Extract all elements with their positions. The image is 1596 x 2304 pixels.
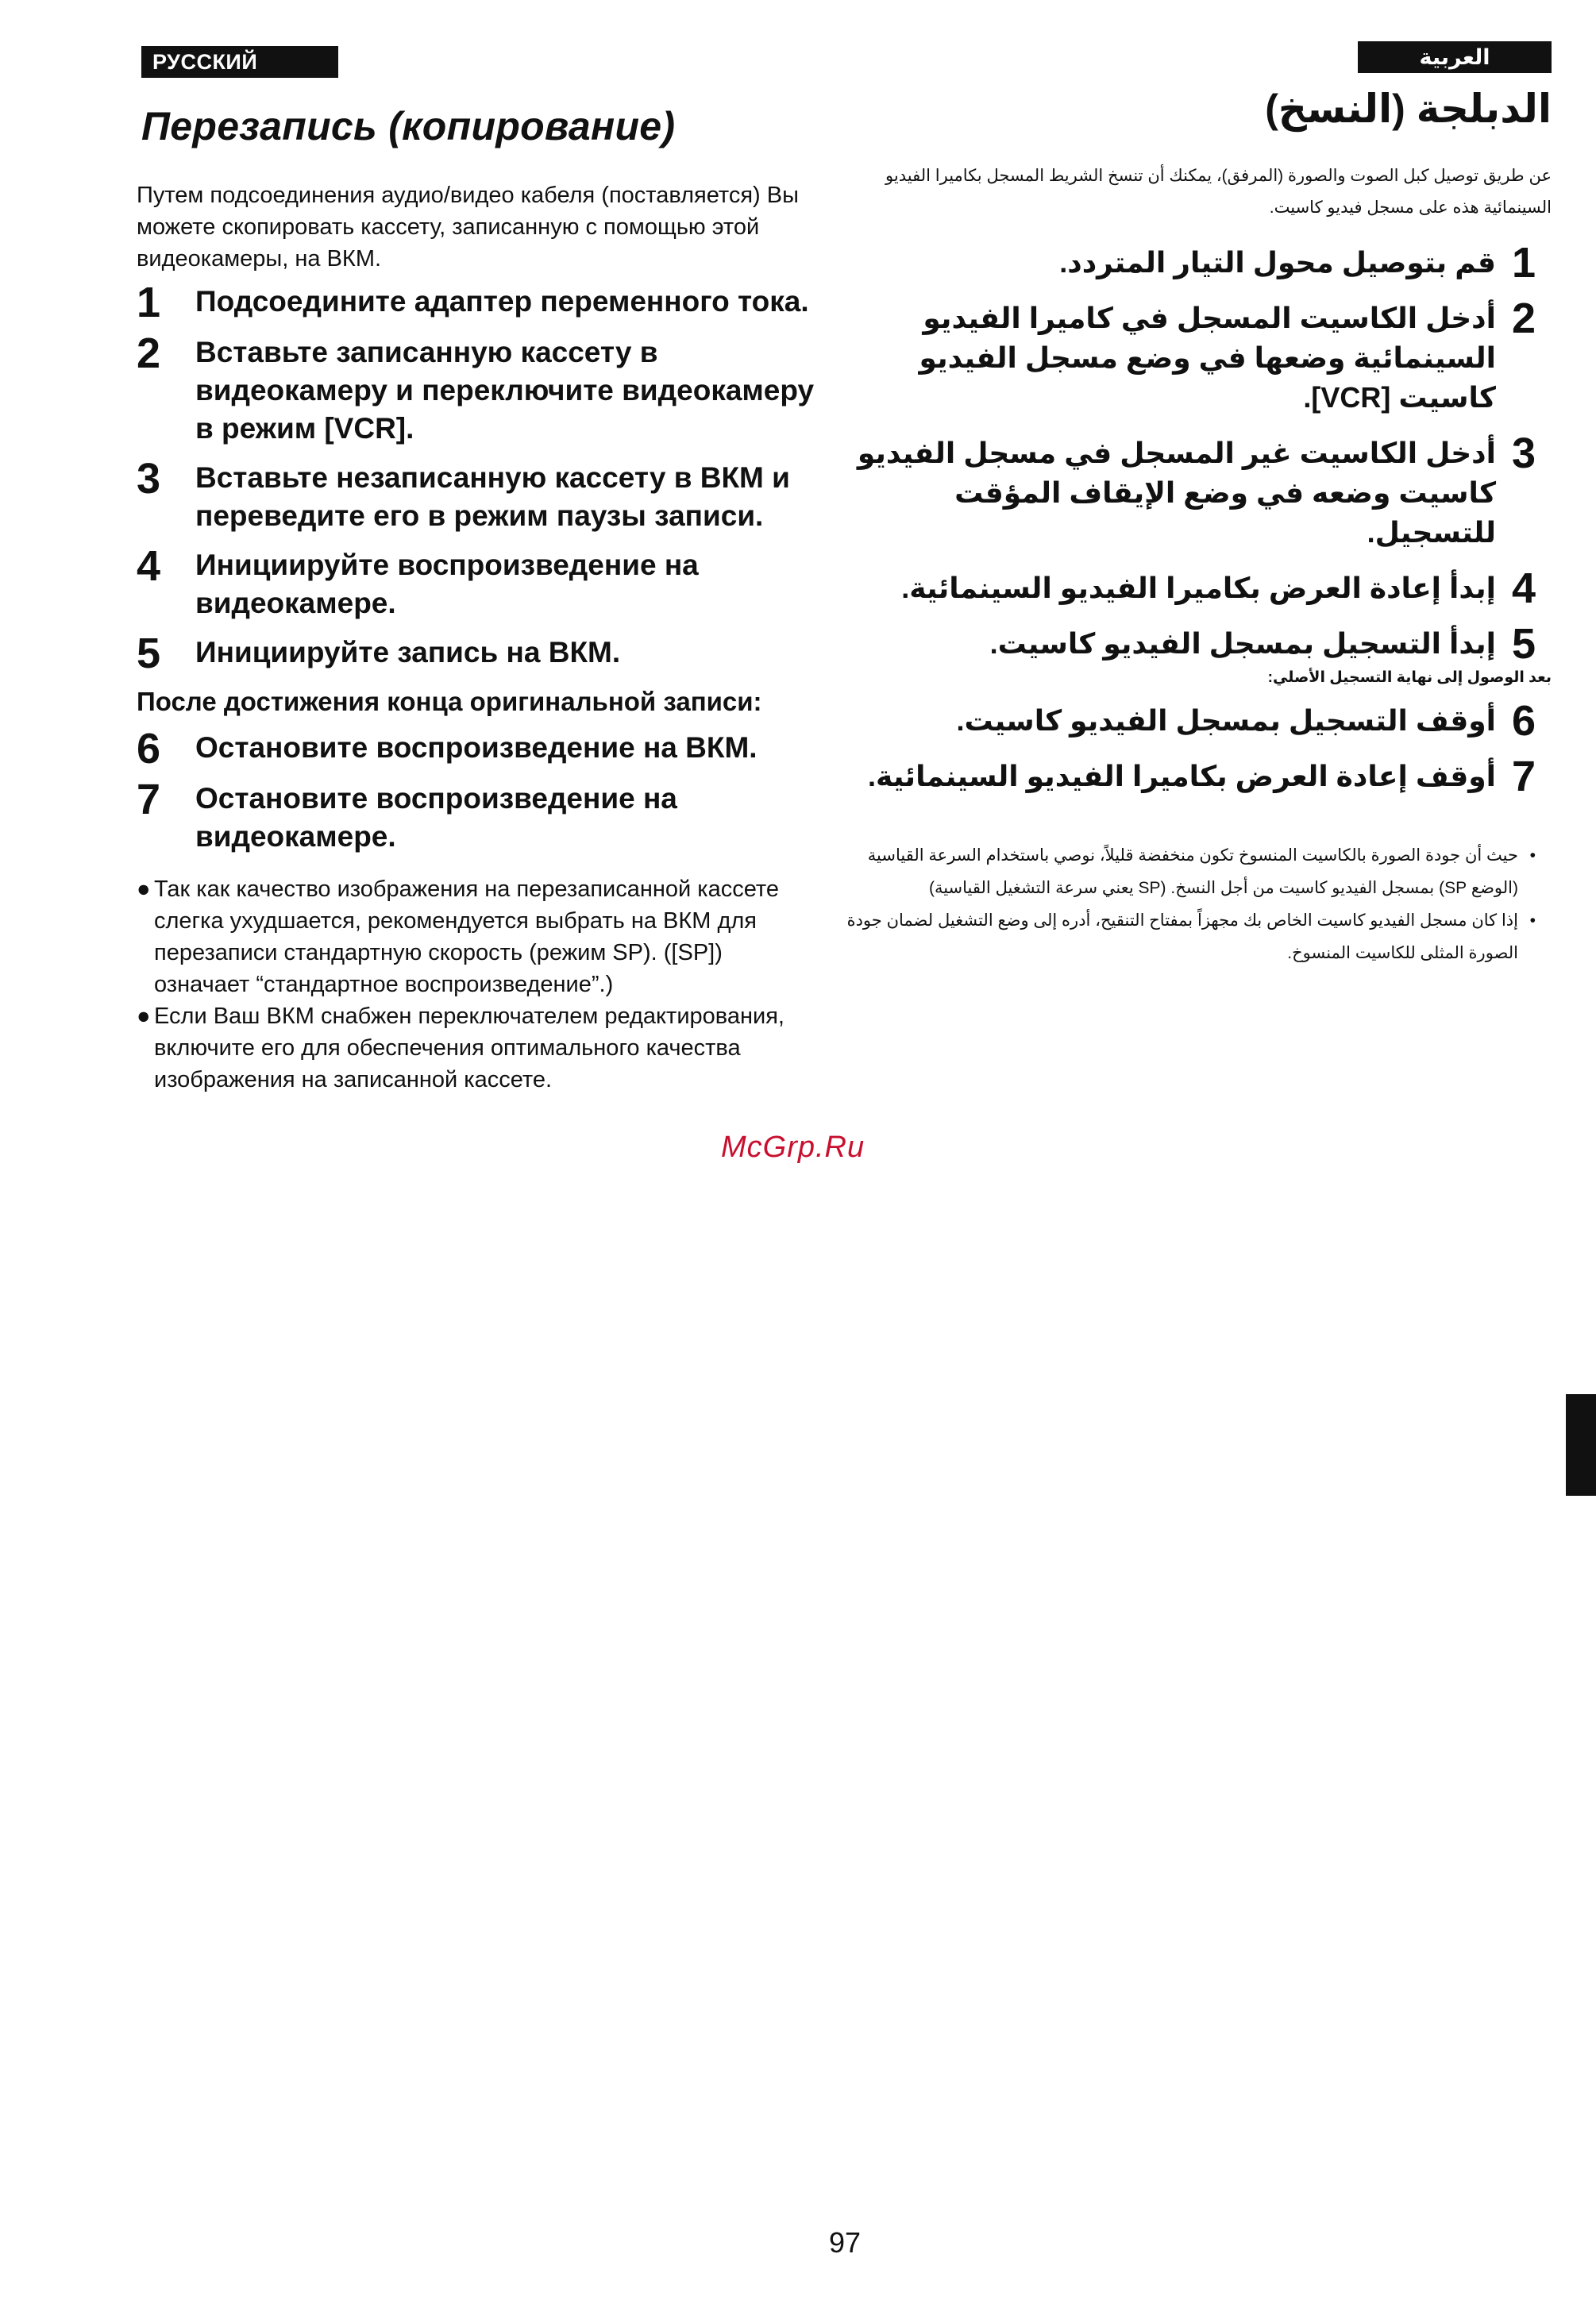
step-number: 6 [1511, 697, 1536, 745]
russian-column [137, 95, 819, 1096]
notes-russian [137, 873, 819, 1096]
step-5-arabic [837, 620, 1552, 668]
page-number: 97 [829, 2226, 862, 2259]
step-text: Остановите воспроизведение на видеокамере. [195, 782, 677, 853]
step-number: 4 [1511, 564, 1536, 612]
step-number: 7 [137, 776, 161, 823]
step-text: إبدأ التسجيل بمسجل الفيديو كاسيت. [989, 627, 1496, 660]
step-2-russian [137, 329, 819, 448]
step-number: 1 [1511, 239, 1536, 287]
after-recording-label-russian: После достижения конца оригинальной записи: [137, 687, 762, 716]
step-text: Вставьте записанную кассету в видеокамеру и переключите видеокамеру в режим [VCR]. [195, 336, 815, 445]
step-text: قم بتوصيل محول التيار المتردد. [1059, 246, 1496, 279]
step-3-russian [137, 455, 819, 535]
page-edge-tab [1566, 1394, 1596, 1496]
step-text: Инициируйте воспроизведение на видеокамере. [195, 549, 699, 619]
note-item [837, 839, 1536, 904]
step-text: Инициируйте запись на ВКМ. [195, 636, 621, 668]
page-title-arabic: الدبلجة (النسخ) [1265, 87, 1552, 131]
step-1-russian [137, 279, 819, 326]
watermark: McGrp.Ru [721, 1131, 865, 1164]
language-tag-russian: РУССКИЙ ЯЗЫК [141, 46, 338, 78]
step-6-arabic [837, 697, 1552, 745]
step-number: 4 [137, 542, 161, 590]
note-item [137, 1000, 819, 1096]
language-tag-arabic: العربية [1358, 41, 1552, 73]
step-number: 2 [1511, 295, 1536, 342]
step-number: 6 [137, 725, 161, 772]
intro-paragraph-arabic: عن طريق توصيل كبل الصوت والصورة (المرفق)، يمكنك أن تنسخ الشريط المسجل بكاميرا الفيديو السينمائية هذه على مسجل فيديو كاسيت. [885, 167, 1552, 217]
step-text: أوقف إعادة العرض بكاميرا الفيديو السينمائية. [868, 760, 1496, 792]
note-item [137, 873, 819, 1000]
step-text: Вставьте незаписанную кассету в ВКМ и переведите его в режим паузы записи. [195, 461, 790, 532]
step-text: Подсоедините адаптер переменного тока. [195, 285, 809, 318]
step-4-russian [137, 542, 819, 622]
step-number: 3 [137, 455, 161, 503]
notes-arabic [837, 839, 1552, 969]
step-number: 5 [1511, 620, 1536, 668]
page-title-russian: Перезапись (копирование) [141, 104, 676, 148]
after-recording-label-arabic: بعد الوصول إلى نهاية التسجيل الأصلي: [1267, 669, 1552, 686]
note-text: إذا كان مسجل الفيديو كاسيت الخاص بك مجهزاً بمفتاح التنقيح، أدره إلى وضع التشغيل لضمان جودة الصورة المثلى للكاسيت المنسوخ. [846, 911, 1518, 962]
step-text: أدخل الكاسيت غير المسجل في مسجل الفيديو كاسيت وضعه في وضع الإيقاف المؤقت للتسجيل. [857, 437, 1496, 549]
bullet-icon: • [1529, 911, 1536, 930]
bullet-icon: ● [137, 1004, 151, 1029]
step-text: أدخل الكاسيت المسجل في كاميرا الفيديو السينمائية وضعها في وضع مسجل الفيديو كاسيت [VCR]. [919, 302, 1496, 414]
step-number: 7 [1511, 753, 1536, 800]
step-7-russian [137, 776, 819, 856]
step-6-russian [137, 725, 819, 772]
step-3-arabic [837, 430, 1552, 553]
step-4-arabic [837, 564, 1552, 612]
step-text: Остановите воспроизведение на ВКМ. [195, 731, 758, 764]
step-text: أوقف التسجيل بمسجل الفيديو كاسيت. [956, 704, 1496, 737]
step-number: 5 [137, 630, 161, 677]
step-2-arabic [837, 295, 1552, 418]
bullet-icon: • [1529, 846, 1536, 865]
intro-paragraph-russian: Путем подсоединения аудио/видео кабеля (поставляется) Вы можете скопировать кассету, записанную с помощью этой видеокамеры, на ВКМ. [137, 183, 799, 272]
step-5-russian [137, 630, 819, 677]
step-1-arabic [837, 239, 1552, 287]
step-number: 2 [137, 329, 161, 377]
note-text: Так как качество изображения на перезаписанной кассете слегка ухудшается, рекомендуется выбрать на ВКМ для перезаписи стандартную скорость (режим SP). ([SP]) означает “стандартное воспроизведение”.) [154, 877, 779, 997]
note-item [837, 904, 1536, 969]
step-text: إبدأ إعادة العرض بكاميرا الفيديو السينمائية. [901, 572, 1496, 604]
step-number: 1 [137, 279, 161, 326]
note-text: Если Ваш ВКМ снабжен переключателем редактирования, включите его для обеспечения оптимального качества изображения на записанной кассете. [154, 1004, 785, 1092]
bullet-icon: ● [137, 877, 151, 902]
step-number: 3 [1511, 430, 1536, 477]
step-7-arabic [837, 753, 1552, 800]
note-text: حيث أن جودة الصورة بالكاسيت المنسوخ تكون منخفضة قليلاً، نوصي باستخدام السرعة القياسية (الوضع SP) بمسجل الفيديو كاسيت من أجل النسخ. (SP يعني سرعة التشغيل القياسية) [867, 846, 1518, 897]
arabic-column [837, 86, 1552, 969]
